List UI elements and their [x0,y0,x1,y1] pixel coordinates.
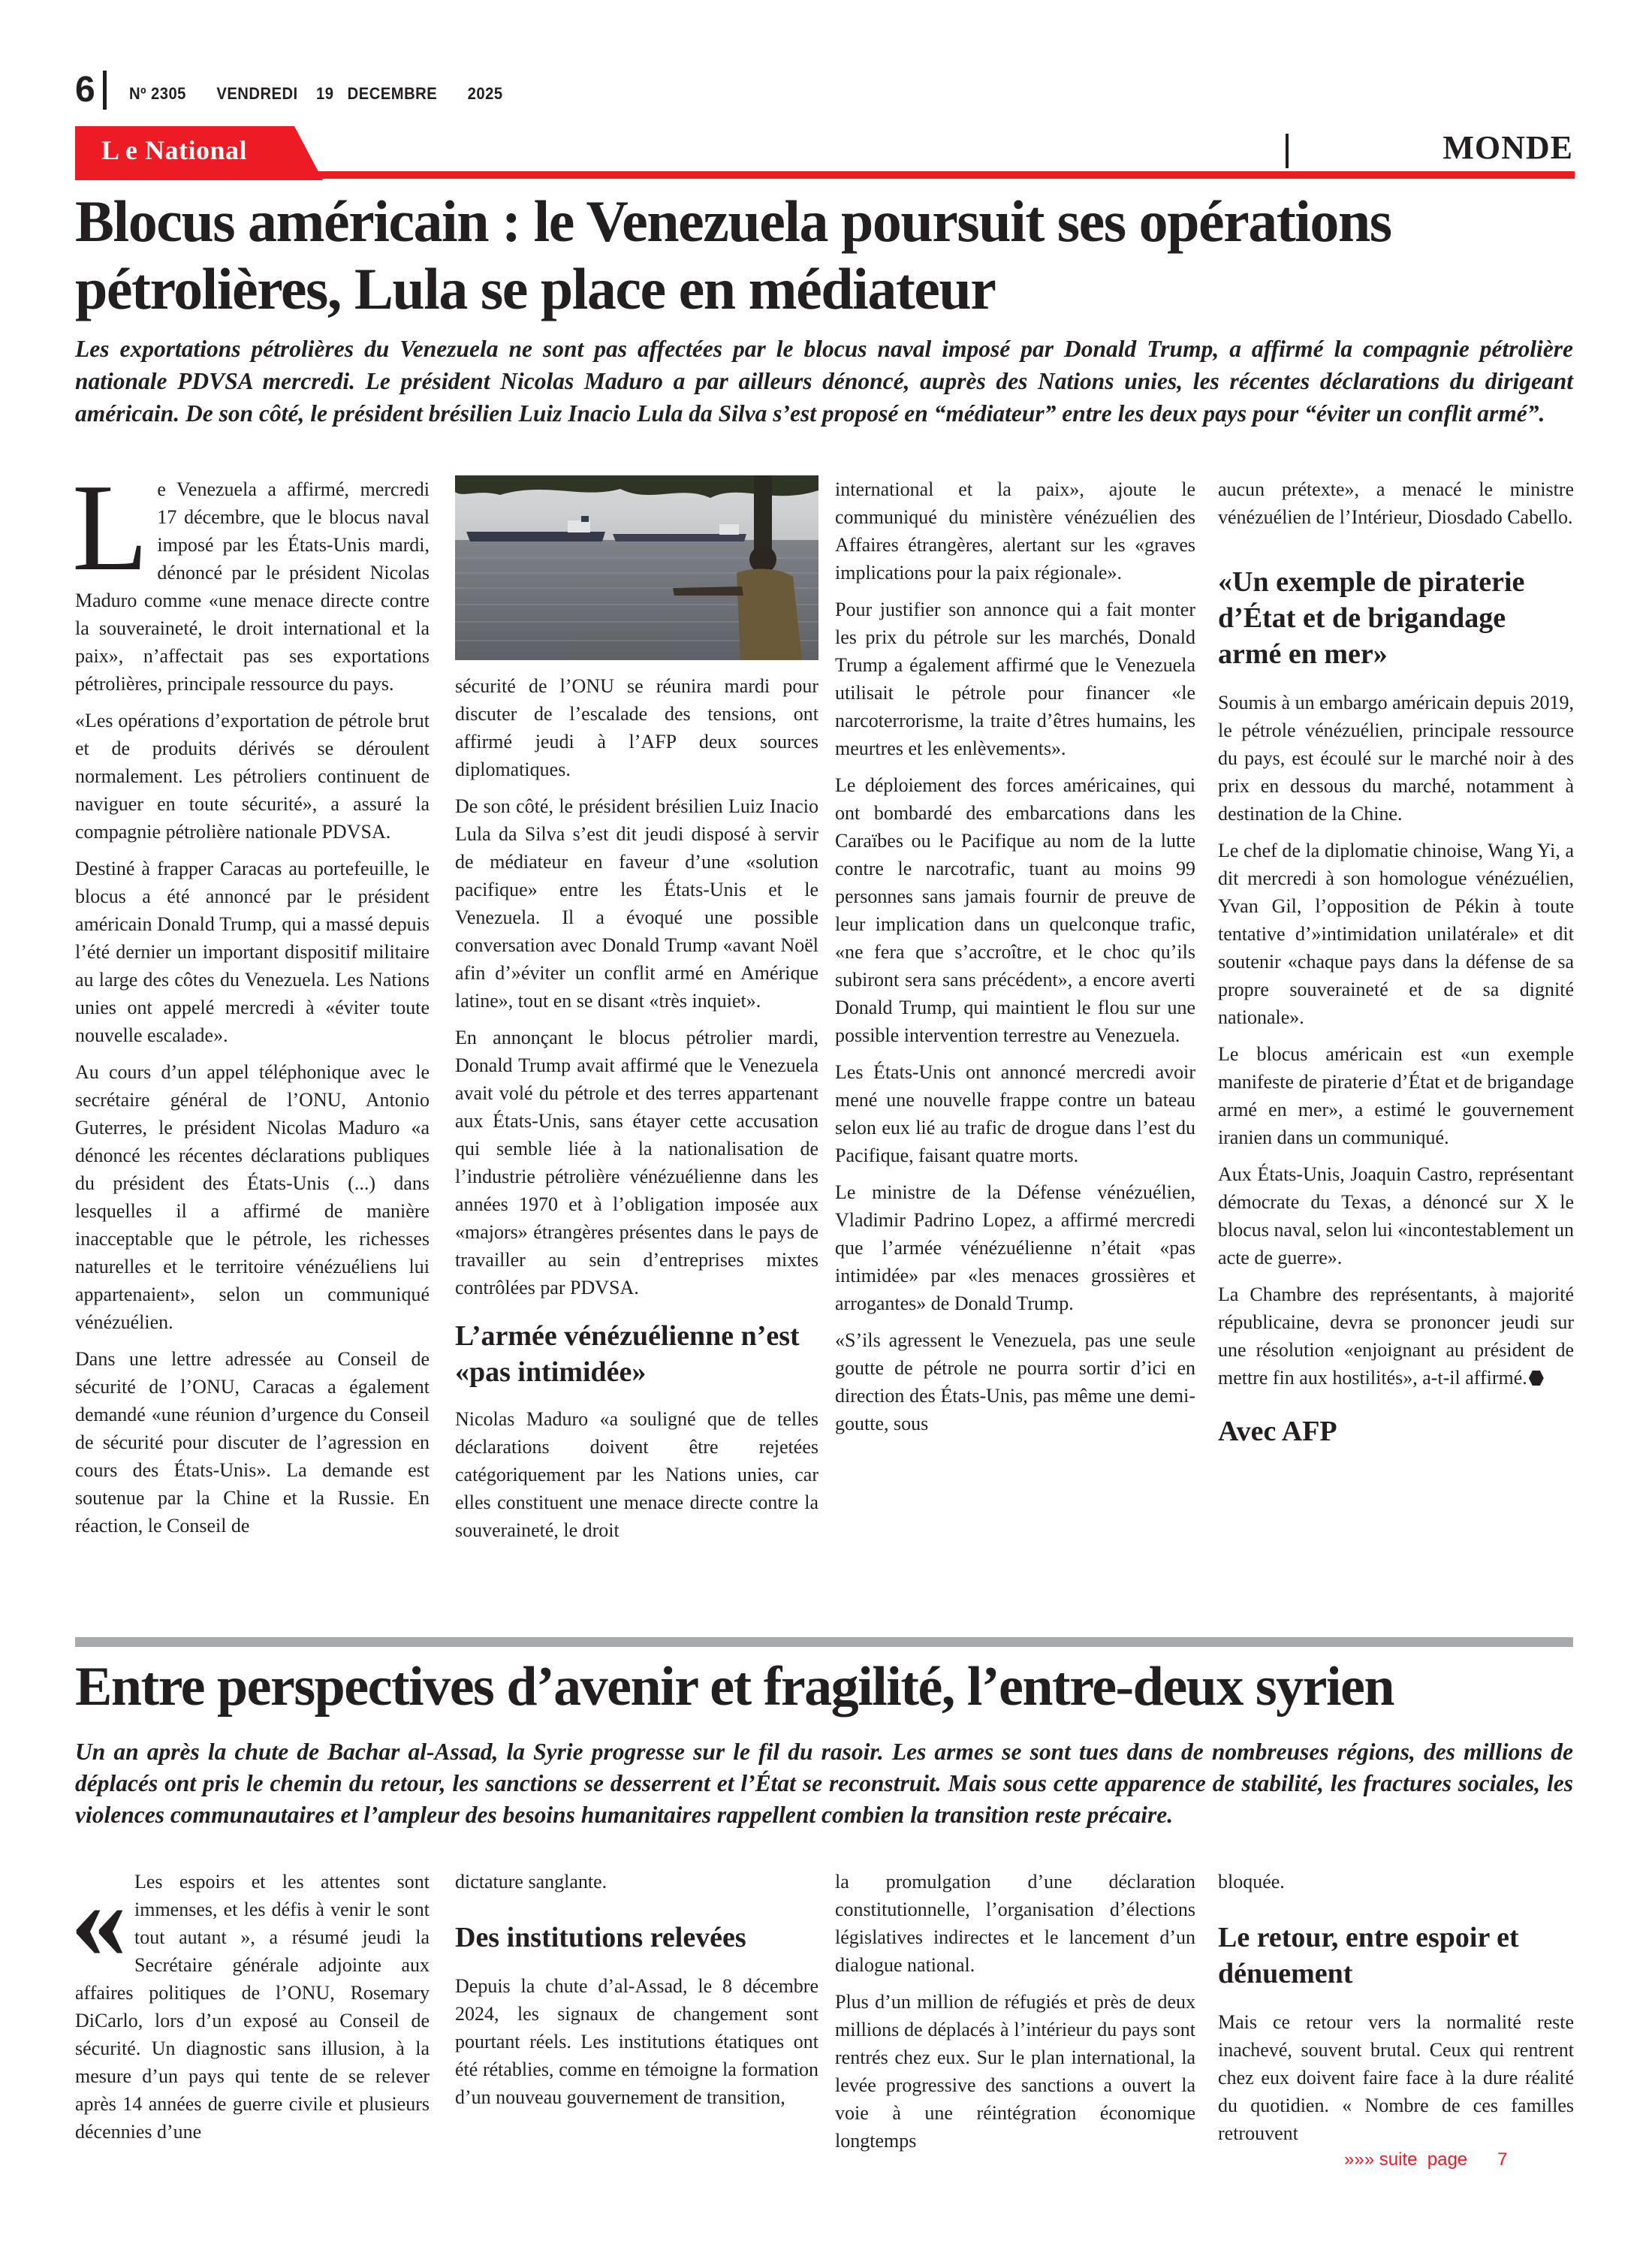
article1-paragraph: Le chef de la diplomatie chinoise, Wang Yi, a dit mercredi à son homologue vénézuélien, Yvan Gil, l’opposition de Pékin à toute tentative d’»intimidation unilatérale» et dit soutenir «chaque pays dans la défense de sa propre souveraineté et de sa dignité nationale». [1218,840,1574,1028]
article1-paragraph: Le blocus américain est «un exemple manifeste de piraterie d’État et de brigandage armé en mer», a estimé le gouvernement iranien dans un communiqué. [1218,1043,1574,1148]
article1-subheading-piracy: «Un exemple de piraterie d’État et de brigandage armé en mer» [1218,566,1525,670]
article1-paragraph: La Chambre des représentants, à majorité républicaine, devra se prononcer jeudi sur une résolution «enjoignant au président de mettre fin aux hostilités», a-t-il affirmé. [1218,1283,1574,1389]
article1-paragraph: Nicolas Maduro «a souligné que de telles déclarations doivent être rejetées catégoriquement par les Nations unies, car elles constituent une menace directe contre la souveraineté, le droit [455,1408,818,1541]
article1-paragraph: Soumis à un embargo américain depuis 2019, le pétrole vénézuélien, principale ressource du pays, est écoulé sur le marché noir à des prix en dessous du marché, notamment à destination de la Chine. [1218,692,1574,825]
drop-cap: L [72,458,149,596]
article2-paragraph: Plus d’un million de réfugiés et près de deux millions de déplacés à l’intérieur du pays sont rentrés chez eux. Sur le plan international, la levée progressive des sanctions a ouvert la voie à une réintégration économique longtemps [835,1991,1195,2152]
article1-paragraph: Aux États-Unis, Joaquin Castro, représentant démocrate du Texas, a dénoncé sur X le blocus naval, selon lui «incontestablement un acte de guerre». [1218,1163,1574,1268]
article1-subheading-army: L’armée vénézuélienne n’est «pas intimidée» [455,1320,800,1388]
issue-weekday: VENDREDI [216,84,298,103]
newspaper-logo: L e National [101,135,248,165]
article1-paragraph: «Les opérations d’exportation de pétrole brut et de produits dérivés se déroulent normalement. Les pétroliers continuent de naviguer en toute sécurité», a assuré la compagnie pétrolière nationale PDVSA. [75,710,430,843]
article1-column-3 [835,475,1195,1446]
article1-paragraph: Le ministre de la Défense vénézuélien, Vladimir Padrino Lopez, a affirmé mercredi que l’armée vénézuélienne n’était «pas intimidée» par «les menaces grossières et arrogantes» de Donald Trump. [835,1181,1195,1314]
continue-page-number: 7 [1497,2149,1508,2170]
issue-year: 2025 [467,84,503,103]
issue-info [129,84,503,104]
page-number-divider [103,71,107,110]
article1-paragraph: Les États-Unis ont annoncé mercredi avoir mené une nouvelle frappe contre un bateau selon eux lié au trafic de drogue dans l’est du Pacifique, faisant quatre morts. [835,1061,1195,1166]
article2-paragraph: bloquée. [1218,1871,1285,1893]
article1-headline: Blocus américain : le Venezuela poursuit ses opérations pétrolières, Lula se place en médiateur [75,189,1391,321]
section-divider [1286,134,1289,168]
issue-month: DECEMBRE [347,84,438,103]
tankers-photo-icon [455,475,818,660]
article2-column-3 [835,1868,1195,2164]
issue-number: Nº 2305 [129,84,186,103]
article2-standfirst: Un an après la chute de Bachar al-Assad, la Syrie progresse sur le fil du rasoir. Les armes se sont tues dans de nombreuses régions, des millions de déplacés ont pris le chemin du retour, les sanctions se desserrent et l’État se reconstruit. Mais sous cette apparence de stabilité, les fractures sociales, les violences communautaires et l’ampleur des besoins humanitaires rappellent combien la transition reste précaire. [75,1739,1573,1828]
article2-subheading-institutions: Des institutions relevées [455,1922,746,1953]
article2-paragraph: dictature sanglante. [455,1871,607,1893]
end-of-article-icon [1529,1371,1544,1386]
article1-paragraph: Le déploiement des forces américaines, qui ont bombardé des embarcations dans les Caraïbes ou le Pacifique au nom de la lutte contre le narcotrafic, tuant au moins 99 personnes sans jamais fournir de preuve de leur implication dans un quelconque trafic, «ne fera que s’accroître, et le choc qu’ils subiront sera sans précédent», a encore averti Donald Trump, qui maintient le flou sur une possible intervention terrestre au Venezuela. [835,774,1195,1046]
article1-paragraph: sécurité de l’ONU se réunira mardi pour discuter de l’escalade des tensions, ont affirmé jeudi à l’AFP deux sources diplomatiques. [455,675,818,780]
issue-day: 19 [315,84,334,103]
article2-paragraph: la promulgation d’une déclaration constitutionnelle, l’organisation d’élections législatives indirectes et le lancement d’un dialogue national. [835,1871,1195,1976]
article1-paragraph: Pour justifier son annonce qui a fait monter les prix du pétrole sur les marchés, Donald Trump a également affirmé que le Venezuela utilisait le pétrole pour financer «le narcoterrorisme, la traite d’êtres humains, les meurtres et les enlèvements». [835,599,1195,759]
continue-arrows-icon: »»» [1344,2149,1375,2170]
article1-paragraph: Destiné à frapper Caracas au portefeuille, le blocus a été annoncé par le président américain Donald Trump, qui a massé depuis l’été dernier un important dispositif militaire au large des côtes du Venezuela. Les Nations unies ont appelé mercredi à «éviter toute nouvelle escalade». [75,858,430,1046]
continued-on-page-link[interactable] [1344,2149,1508,2170]
page-number: 6 [75,70,95,110]
article2-paragraph: « Les espoirs et les attentes sont immenses, et les défis à venir le sont tout autant », a résumé jeudi la Secrétaire générale adjointe aux affaires politiques de l’ONU, Rosemary DiCarlo, lors d’un exposé au Conseil de sécurité. Un diagnostic sans illusion, à la mesure d’un pays qui tente de se relever après 14 années de guerre civile et plusieurs décennies d’une [71,1857,430,2143]
article2-column-1 [71,1857,430,2155]
article1-paragraph: Au cours d’un appel téléphonique avec le secrétaire général de l’ONU, Antonio Guterres, le président Nicolas Maduro «a dénoncé les récentes déclarations publiques du président des États-Unis (...) dans lesquelles il a affirmé de manière inacceptable que le pétrole, les richesses naturelles et le territoire vénézuéliens lui appartenaient», selon un communiqué vénézuélien. [75,1061,430,1333]
article-separator [75,1637,1573,1647]
article1-column-1 [72,458,430,1549]
article1-paragraph: «S’ils agressent le Venezuela, pas une seule goutte de pétrole ne pourra sortir d’ici en direction des États-Unis, pas même une demi-goutte, sous [835,1329,1195,1434]
article2-paragraph: Mais ce retour vers la normalité reste inachevé, souvent brutal. Ceux qui rentrent chez eux doivent faire face à la dure réalité du quotidien. « Nombre de ces familles retrouvent [1218,2011,1574,2144]
issue-date [216,84,437,104]
article1-paragraph: En annonçant le blocus pétrolier mardi, Donald Trump avait affirmé que le Venezuela avait volé du pétrole et des terres appartenant aux États-Unis, sans étayer cette accusation qui semble liée à la nationalisation de l’industrie pétrolière vénézuélienne dans les années 1970 et à l’obligation imposée aux «majors» étrangères présentes dans le pays de travailler au sein d’entreprises mixtes contrôlées par PDVSA. [455,1027,818,1298]
article2-subheading-return: Le retour, entre espoir et dénuement [1218,1922,1519,1989]
article1-standfirst: Les exportations pétrolières du Venezuela ne sont pas affectées par le blocus naval imposé par Donald Trump, a affirmé la compagnie pétrolière nationale PDVSA mercredi. Le président Nicolas Maduro a par ailleurs dénoncé, auprès des Nations unies, les récentes déclarations du dirigeant américain. De son côté, le président brésilien Luiz Inacio Lula da Silva s’est proposé en “médiateur” entre les deux pays pour “éviter un conflit armé”. [75,336,1573,427]
article2-paragraph: Depuis la chute d’al-Assad, le 8 décembre 2024, les signaux de changement sont pourtant réels. Les institutions étatiques ont été rétablies, comme en témoigne la formation d’un nouveau gouvernement de transition, [455,1975,818,2108]
opening-quote-icon: « [71,1857,127,1982]
article1-paragraph: De son côté, le président brésilien Luiz Inacio Lula da Silva s’est dit jeudi disposé à servir de médiateur en faveur d’une «solution pacifique» entre les États-Unis et le Venezuela. Il a évoqué une possible conversation avec Donald Trump «avant Noël afin d’»éviter un conflit armé en Amérique latine», tout en se disant «très inquiet». [455,795,818,1012]
article2-column-4 [1218,1868,1574,2156]
article1-paragraph: aucun prétexte», a menacé le ministre vénézuélien de l’Intérieur, Diosdado Cabello. [1218,478,1574,528]
article1-byline: Avec AFP [1218,1416,1337,1447]
article1-column-2 [455,475,818,1553]
news-photo [455,475,818,660]
article2-column-2 [455,1868,818,2120]
article1-paragraph: international et la paix», ajoute le communiqué du ministère vénézuélien des Affaires étrangères, alertant sur les «graves implications pour la paix régionale». [835,478,1195,584]
article1-paragraph: Dans une lettre adressée au Conseil de sécurité de l’ONU, Caracas a également demandé «une réunion d’urgence du Conseil de sécurité pour discuter de l’agression en cours des États-Unis». La demande est soutenue par la Chine et la Russie. En réaction, le Conseil de [75,1348,430,1537]
article2-headline: Entre perspectives d’avenir et fragilité, l’entre-deux syrien [75,1656,1394,1718]
article1-paragraph: Le Venezuela a affirmé, mercredi 17 décembre, que le blocus naval imposé par les États-Unis mardi, dénoncé par le président Nicolas Maduro comme «une menace directe contre la souveraineté, le droit international et la paix», n’affectait pas ses exportations pétrolières, principale ressource du pays. [72,458,430,695]
article1-column-4 [1218,475,1574,1449]
section-label: MONDE [1442,129,1573,166]
section-rule-red [75,171,1575,179]
continue-label: suite page [1379,2149,1468,2170]
